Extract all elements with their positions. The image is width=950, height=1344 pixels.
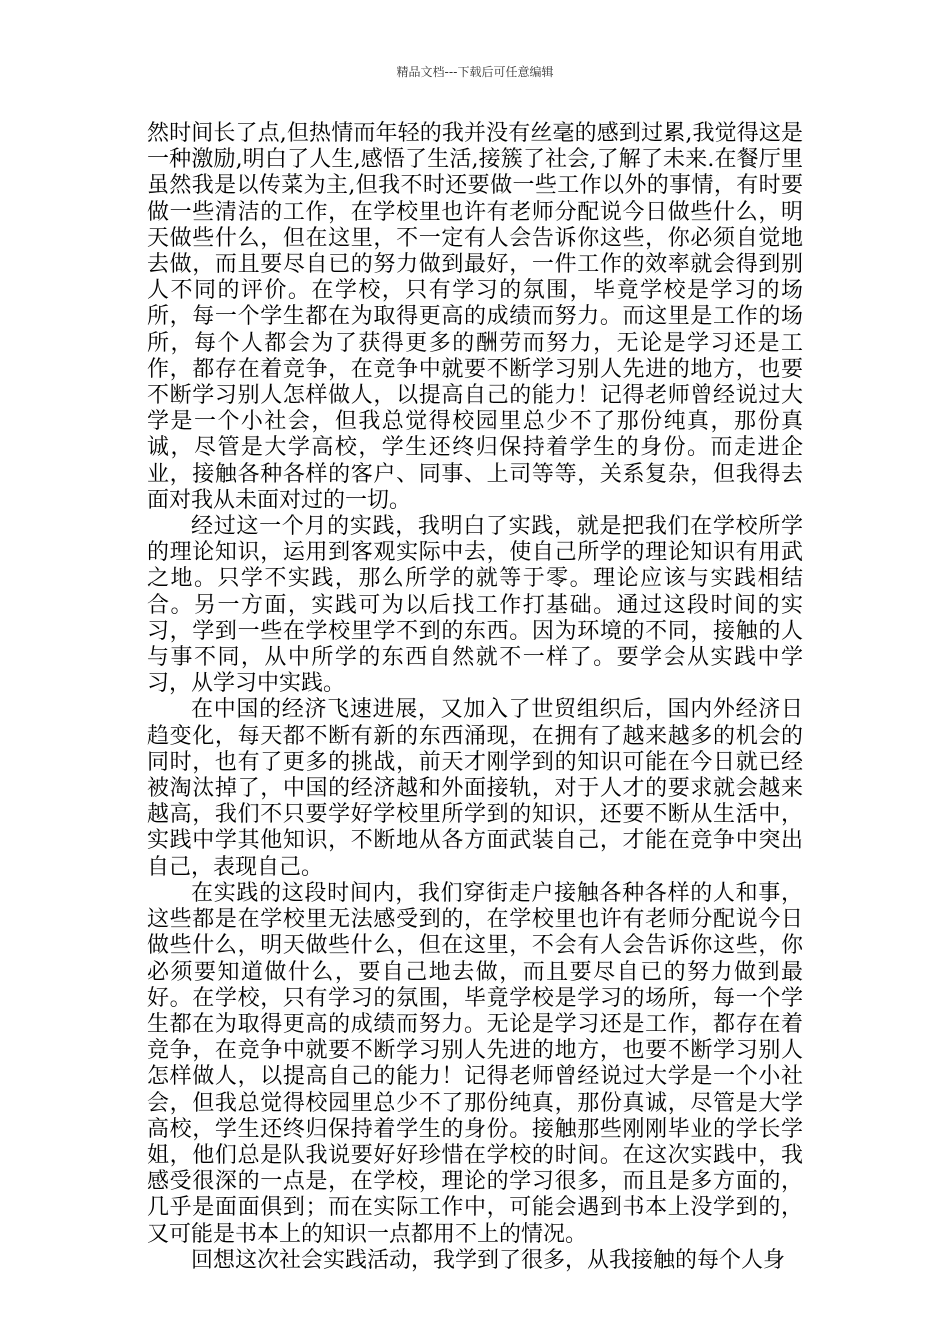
paragraph-continuation: 然时间长了点,但热情而年轻的我并没有丝毫的感到过累,我觉得这是一种激励,明白了人生,感悟了生活,接簇了社会,了解了未来.在餐厅里虽然我是以传菜为主,但我不时还要做一些工作以外的事情，有时要做一些清洁的工作，在学校里也许有老师分配说今日做些什么，明天做些什么，但在这里，不一定有人会告诉你这些，你必须自觉地去做，而且要尽自已的努力做到最好，一件工作的效率就会得到别人不同的评价。在学校，只有学习的氛围，毕竟学校是学习的场所，每一个学生都在为取得更高的成绩而努力。而这里是工作的场所，每个人都会为了获得更多的酬劳而努力，无论是学习还是工作，都存在着竞争，在竞争中就要不断学习别人先进的地方，也要不断学习别人怎样做人，以提高自己的能力！记得老师曾经说过大学是一个小社会，但我总觉得校园里总少不了那份纯真，那份真诚，尽管是大学高校，学生还终归保持着学生的身份。而走进企业，接触各种各样的客户、同事、上司等等，关系复杂，但我得去面对我从未面对过的一切。 [147,121,803,513]
paragraph-practice-period: 在实践的这段时间内，我们穿街走户接触各种各样的人和事，这些都是在学校里无法感受到的，在学校里也许有老师分配说今日做些什么，明天做些什么，但在这里，不会有人会告诉你这些，你必须要知道做什么，要自己地去做，而且要尽自已的努力做到最好。在学校，只有学习的氛围，毕竟学校是学习的场所，每一个学生都在为取得更高的成绩而努力。无论是学习还是工作，都存在着竞争，在竞争中就要不断学习别人先进的地方，也要不断学习别人怎样做人，以提高自己的能力！记得老师曾经说过大学是一个小社会，但我总觉得校园里总少不了那份纯真，那份真诚，尽管是大学高校，学生还终归保持着学生的身份。接触那些刚刚毕业的学长学姐，他们总是队我说要好好珍惜在学校的时间。在这次实践中，我感受很深的一点是，在学校，理论的学习很多，而且是多方面的，几乎是面面俱到；而在实际工作中，可能会遇到书本上没学到的，又可能是书本上的知识一点都用不上的情况。 [147,880,803,1247]
document-body [147,121,803,1274]
paragraph-practice-reflection: 经过这一个月的实践，我明白了实践，就是把我们在学校所学的理论知识，运用到客观实际中去，使自己所学的理论知识有用武之地。只学不实践，那么所学的就等于零。理论应该与实践相结合。另一方面，实践可为以后找工作打基础。通过这段时间的实习，学到一些在学校里学不到的东西。因为环境的不同，接触的人与事不同，从中所学的东西自然就不一样了。要学会从实践中学习，从学习中实践。 [147,514,803,697]
page-header: 精品文档---下载后可任意编辑 [396,65,554,79]
paragraph-economy: 在中国的经济飞速进展，又加入了世贸组织后，国内外经济日趋变化，每天都不断有新的东西涌现，在拥有了越来越多的机会的同时，也有了更多的挑战，前天才刚学到的知识可能在今日就已经被淘汰掉了，中国的经济越和外面接轨，对于人才的要求就会越来越高，我们不只要学好学校里所学到的知识，还要不断从生活中，实践中学其他知识，不断地从各方面武装自己，才能在竞争中突出自己，表现自己。 [147,697,803,880]
paragraph-recollection: 回想这次社会实践活动，我学到了很多，从我接触的每个人身 [191,1247,786,1273]
